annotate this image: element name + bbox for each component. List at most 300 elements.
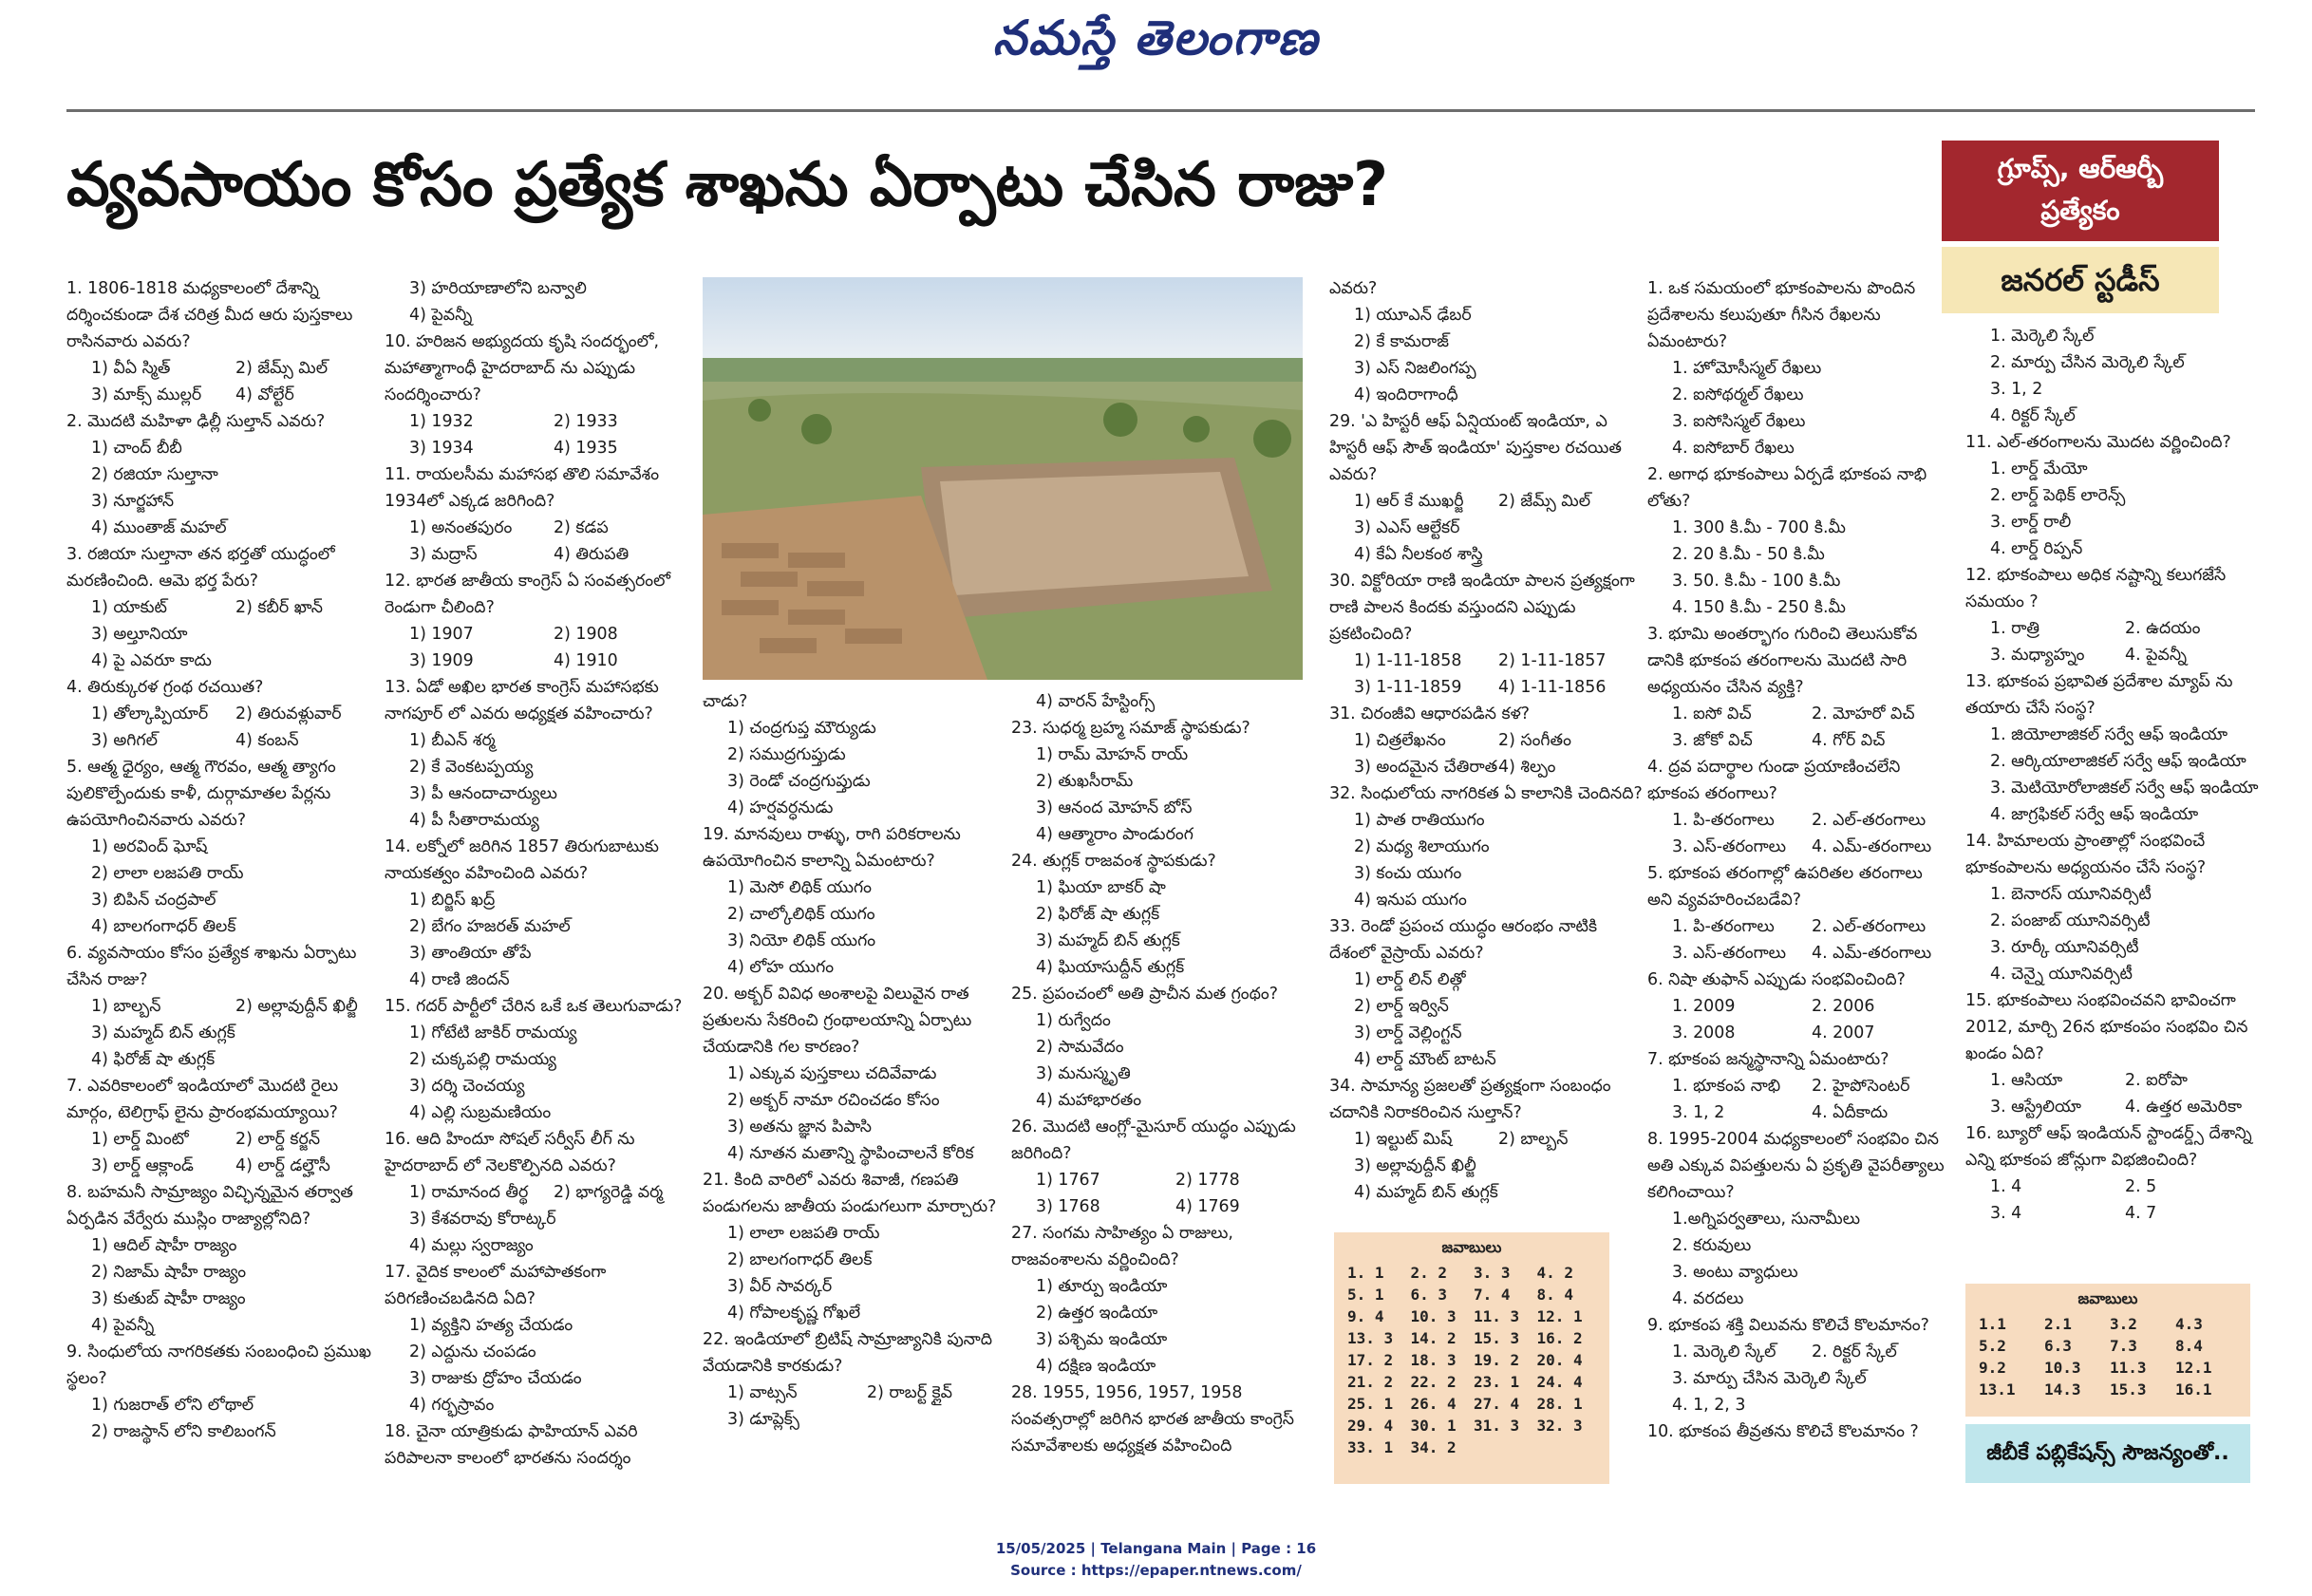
answer-option: 1) బిర్జిస్ ఖద్ర్	[409, 891, 496, 910]
answer-entry: 2.1	[2044, 1315, 2072, 1333]
answer-option: 3) నూర్జహాన్	[91, 492, 175, 511]
question-text: 5. భూకంప తరంగాల్లో ఉపరితల తరంగాలు అని వ్యవహరించబడేవి?	[1647, 864, 1923, 910]
answer-option: 3. 1, 2	[1990, 380, 2043, 399]
question-text: 9. సింధులోయ నాగరికతకు సంబంధించి ప్రముఖ స్థలం?	[66, 1343, 372, 1388]
question-text: 12. భూకంపాలు అధిక నష్టాన్ని కలుగజేసే సమయం ?	[1965, 566, 2227, 611]
masthead-divider	[66, 109, 2255, 112]
answer-option: 3) అతను జ్ఞాన పిపాసి	[727, 1117, 872, 1136]
answer-option: 4) లార్డ్ మౌంట్ బాటన్	[1354, 1050, 1496, 1069]
answer-option: 1. 300 కి.మీ - 700 కి.మీ	[1672, 518, 1846, 537]
question-text: 24. తుగ్లక్ రాజవంశ స్థాపకుడు?	[1011, 852, 1216, 871]
answer-option: 4. చెన్నై యూనివర్సిటీ	[1990, 965, 2133, 984]
answer-option: 1) 1907	[409, 625, 474, 644]
answer-option: 2. ఐసోథర్మల్ రేఖలు	[1672, 385, 1804, 404]
answer-option: 3. ఎస్-తరంగాలు	[1672, 944, 1786, 963]
answer-option: 3) బిపిన్ చంద్రపాల్	[91, 891, 216, 910]
answer-entry: 2. 2	[1410, 1264, 1448, 1282]
option-row	[1354, 674, 1643, 701]
question-column-4	[1011, 688, 1315, 1529]
section-label: జనరల్ స్టడీస్	[1942, 247, 2219, 313]
answer-option: 2) అక్బర్ నామా రచించడం కోసం	[727, 1091, 940, 1110]
answer-option: 3. అంటు వ్యాధులు	[1672, 1263, 1798, 1282]
answer-option: 1. రాత్రి	[1990, 619, 2040, 638]
answer-option: 1) లాలా లజపతి రాయ్	[727, 1224, 880, 1243]
question-text: 4. ద్రవ పదార్థాల గుండా ప్రయాణించలేని భూకంప తరంగాలు?	[1647, 758, 1901, 803]
answer-option: 1) వాట్సన్	[727, 1383, 798, 1402]
answer-option: 1) వీఏ స్మిత్	[91, 359, 171, 378]
excavation-site-image	[703, 277, 1303, 680]
answer-option: 4. ఐసోబార్ రేఖలు	[1672, 439, 1795, 458]
answer-option: 3) రాజుకు ద్రోహం చేయడం	[409, 1369, 582, 1388]
answer-option: 3) లార్డ్ వెల్లింగ్టన్	[1354, 1023, 1462, 1042]
question-text: 10. భూకంప తీవ్రతను కొలిచే కొలమానం ?	[1647, 1422, 1919, 1441]
option-row	[91, 1126, 380, 1153]
answer-option: 3) నియో లిథిక్ యుగం	[727, 931, 876, 950]
answer-option: 3. ఆస్ట్రేలియా	[1990, 1098, 2081, 1117]
question-text: 2. మొదటి మహిళా ఢిల్లీ సుల్తాన్ ఎవరు?	[66, 412, 326, 431]
answer-option: 4) బాలగంగాధర్ తిలక్	[91, 917, 236, 936]
answer-option: 1. జియోలాజికల్ సర్వే ఆఫ్ ఇండియా	[1990, 725, 2228, 744]
answer-entry: 16.1	[2175, 1380, 2212, 1399]
answer-option: 2) లాలా లజపతి రాయ్	[91, 864, 244, 883]
answer-entry: 16. 2	[1536, 1329, 1583, 1347]
answer-option: 2) బాలగంగాధర్ తిలక్	[727, 1250, 873, 1269]
question-text: 26. మొదటి ఆంగ్లో-మైసూర్ యుద్ధం ఎప్పుడు జరిగింది?	[1011, 1117, 1296, 1163]
page-headline: వ్యవసాయం కోసం ప్రత్యేక శాఖను ఏర్పాటు చేసిన రాజు?	[66, 150, 1389, 220]
answer-option: 2. ఎల్-తరంగాలు	[1812, 811, 1927, 830]
footer-source-link[interactable]: Source : https://epaper.ntnews.com/	[1010, 1562, 1302, 1579]
answer-option: 3) అందమైన చేతిరాత	[1354, 758, 1498, 777]
answer-option: 4) ఆత్మారాం పాండురంగ	[1036, 825, 1194, 844]
answer-option: 2. 5	[2125, 1177, 2157, 1196]
answer-entry: 32. 3	[1536, 1417, 1583, 1435]
answer-option: 2) లార్డ్ కర్జన్	[235, 1130, 321, 1149]
answer-option: 3) లార్డ్ ఆక్లాండ్	[91, 1156, 194, 1175]
answer-entry: 3.2	[2110, 1315, 2137, 1333]
option-row	[409, 648, 698, 674]
answer-option: 3) మద్రాస్	[409, 545, 478, 564]
answer-entry: 15.3	[2110, 1380, 2147, 1399]
answer-option: 3) అల్తూనియా	[91, 625, 188, 644]
question-text: 17. వైదిక కాలంలో మహాపాతకంగా పరిగణించబడినది ఏది?	[385, 1263, 607, 1308]
answer-option: 2) రాజస్థాన్ లోని కాలిబంగన్	[91, 1422, 276, 1441]
answer-option: 2. రిక్టర్ స్కేల్	[1812, 1343, 1897, 1361]
question-text: 3. రజియా సుల్తానా తన భర్తతో యుద్ధంలో మరణించింది. ఆమె భర్త పేరు?	[66, 545, 335, 591]
question-text: 8. 1995-2004 మధ్యకాలంలో సంభవిం చిన అతి ఎక్కువ విపత్తులను ఏ ప్రకృతి వైపరీత్యాలు కలిగించాయి?	[1647, 1130, 1945, 1202]
option-row	[1672, 1099, 1951, 1126]
answer-option: 4. జాగ్రఫికల్ సర్వే ఆఫ్ ఇండియా	[1990, 805, 2199, 824]
answer-option: 2) 1778	[1175, 1171, 1240, 1190]
answer-entry: 5. 1	[1347, 1286, 1384, 1304]
question-text: 11. రాయలసీమ మహాసభ తొలి సమావేశం 1934లో ఎక్కడ జరిగింది?	[385, 465, 660, 511]
question-text: 22. ఇండియాలో బ్రిటిష్ సామ్రాజ్యానికి పునాది వేయడానికి కారకుడు?	[703, 1330, 993, 1376]
answer-option: 1) ఎక్కువ పుస్తకాలు చదివేవాడు	[727, 1064, 937, 1083]
answer-entry: 30. 1	[1410, 1417, 1457, 1435]
answer-option: 1. మెర్కెలి స్కేల్	[1990, 327, 2095, 346]
answer-option: 4) కంబన్	[235, 731, 299, 750]
question-text: 14. లక్నోలో జరిగిన 1857 తిరుగుబాటుకు నాయకత్వం వహించింది ఎవరు?	[385, 837, 659, 883]
answer-option: 2. ఎల్-తరంగాలు	[1812, 917, 1927, 936]
question-text: 33. రెండో ప్రపంచ యుద్ధం ఆరంభం నాటికి దేశంలో వైస్రాయ్ ఎవరు?	[1329, 917, 1598, 963]
answer-option: 2. ఆర్కియాలాజికల్ సర్వే ఆఫ్ ఇండియా	[1990, 752, 2246, 771]
answer-key-title: జవాబులు	[2077, 1289, 2138, 1307]
answer-entry: 23. 1	[1474, 1373, 1520, 1391]
answer-option: 3. ఎస్-తరంగాలు	[1672, 837, 1786, 856]
answer-option: 4) లోహ యుగం	[727, 958, 835, 977]
answer-option: 3) 1768	[1036, 1197, 1100, 1216]
option-row	[91, 993, 380, 1020]
question-text: 7. ఎవరికాలంలో ఇండియాలో మొదటి రైలు మార్గం, టెలిగ్రాఫ్ లైను ప్రారంభమయ్యాయి?	[66, 1077, 339, 1122]
answer-option: 1) లార్డ్ లిన్ లిత్గో	[1354, 970, 1466, 989]
question-text: 15. భూకంపాలు సంభవించవని భావించగా 2012, మార్చి 26న భూకంపం సంభవిం చిన ఖండం ఏది?	[1965, 991, 2248, 1063]
answer-option: 1) మెసో లిథిక్ యుగం	[727, 878, 872, 897]
answer-option: 2) 1908	[554, 625, 618, 644]
masthead-logo: నమస్తే తెలంగాణ	[992, 9, 1320, 66]
answer-option: 2. మార్పు చేసిన మెర్కెలి స్కేల్	[1990, 353, 2185, 372]
answer-option: 4) రాణి జిందన్	[409, 970, 510, 989]
answer-option: 3) పీ ఆనందాచార్యులు	[409, 784, 557, 803]
answer-option: 1) తోల్కాప్పియార్	[91, 704, 209, 723]
question-column-7	[1965, 323, 2260, 1253]
answer-option: 2. మోహరో విచ్	[1812, 704, 1915, 723]
answer-option: 1. పి-తరంగాలు	[1672, 811, 1775, 830]
answer-option: 4) గోపాలకృష్ణ గోఖలే	[727, 1304, 861, 1323]
answer-entry: 9. 4	[1347, 1307, 1384, 1325]
answer-entry: 12.1	[2175, 1359, 2212, 1377]
question-column-5	[1329, 275, 1643, 1225]
answer-entry: 7.3	[2110, 1337, 2137, 1355]
answer-entry: 1. 1	[1347, 1264, 1384, 1282]
option-row	[409, 541, 698, 568]
answer-option: 2. ఐరోపా	[2125, 1071, 2188, 1090]
answer-option: 4) 1-11-1856	[1498, 678, 1607, 697]
answer-option: 3. 1, 2	[1672, 1103, 1725, 1122]
answer-option: 2) సంగీతం	[1498, 731, 1571, 750]
answer-option: 4. వరదలు	[1672, 1289, 1744, 1308]
answer-option: 3) ఎస్ నిజలింగప్ప	[1354, 359, 1476, 378]
answer-option: 2) ఫిరోజ్ షా తుగ్లక్	[1036, 905, 1160, 924]
answer-option: 2) రజియా సుల్తానా	[91, 465, 218, 484]
answer-option: 1) బీఎన్ శర్మ	[409, 731, 496, 750]
question-text: 30. విక్టోరియా రాణి ఇండియా పాలన ప్రత్యక్షంగా రాణి పాలన కిందకు వస్తుందని ఎప్పుడు ప్రకటించింది?	[1329, 572, 1635, 644]
option-row	[1354, 1126, 1643, 1153]
question-text: 3. భూమి అంతర్భాగం గురించి తెలుసుకోవ డానికి భూకంప తరంగాలను మొదటి సారి అధ్యయనం చేసిన వ్యక్తి?	[1647, 625, 1918, 697]
question-text: 31. చిరంజీవి ఆధారపడిన కళ?	[1329, 704, 1531, 723]
option-row	[1036, 1167, 1315, 1193]
answer-option: 3) మహ్మద్ బిన్ తుగ్లక్	[1036, 931, 1180, 950]
option-row	[727, 1380, 1006, 1406]
answer-option: 4) ఫిరోజ్ షా తుగ్లక్	[91, 1050, 216, 1069]
answer-option: 1) ఘియా బాకర్ షా	[1036, 878, 1166, 897]
answer-entry: 3. 3	[1474, 1264, 1511, 1282]
answer-entry: 13.1	[1979, 1380, 2016, 1399]
answer-option: 3. మధ్యాహ్నం	[1990, 646, 2085, 665]
answer-option: 4. 1, 2, 3	[1672, 1396, 1746, 1415]
option-row	[1354, 727, 1643, 754]
option-row	[1354, 648, 1643, 674]
answer-option: 3. జోకో విచ్	[1672, 731, 1753, 750]
answer-entry: 11.3	[2110, 1359, 2147, 1377]
answer-option: 4) శిల్పం	[1498, 758, 1556, 777]
question-text: 20. అక్బర్ వివిధ అంశాలపై విలువైన రాత ప్రతులను సేకరించి గ్రంథాలయాన్ని ఏర్పాటు చేయడానికి గల కారణం?	[703, 985, 972, 1057]
answer-option: 4) ముంతాజ్ మహల్	[91, 518, 227, 537]
question-text: 16. ఆది హిందూ సోషల్ సర్వీస్ లీగ్ ను హైదరాబాద్ లో నెలకొల్పినది ఎవరు?	[385, 1130, 635, 1175]
answer-entry: 17. 2	[1347, 1351, 1394, 1369]
option-row	[91, 355, 380, 382]
answer-option: 1. 2009	[1672, 997, 1736, 1016]
answer-entry: 8.4	[2175, 1337, 2203, 1355]
option-row	[91, 701, 380, 727]
answer-entry: 5.2	[1979, 1337, 2006, 1355]
question-text: 28. 1955, 1956, 1957, 1958 సంవత్సరాల్లో జరిగిన భారత జాతీయ కాంగ్రెస్ సమావేశాలకు అధ్యక్షత వహించింది	[1011, 1383, 1294, 1455]
question-text: 13. భూకంప ప్రభావిత ప్రదేశాల మ్యాప్ ను తయారు చేసే సంస్థ?	[1965, 672, 2233, 718]
answer-option: 1.అగ్నిపర్వతాలు, సునామీలు	[1672, 1210, 1861, 1229]
answer-option: 1) తూర్పు ఇండియా	[1036, 1277, 1168, 1296]
answer-option: 2) మధ్య శిలాయుగం	[1354, 837, 1490, 856]
question-text: 13. ఏడో అఖిల భారత కాంగ్రెస్ మహాసభకు నాగపూర్ లో ఎవరు అధ్యక్షత వహించారు?	[385, 678, 659, 723]
question-text: 1. 1806-1818 మధ్యకాలంలో దేశాన్ని దర్శించకుండా దేశ చరిత్ర మీద ఆరు పుస్తకాలు రాసినవారు ఎవరు?	[66, 279, 353, 351]
answer-option: 2) జేమ్స్ మిల్	[1498, 492, 1591, 511]
answer-option: 2) బేగం హజరత్ మహల్	[409, 917, 571, 936]
option-row	[409, 408, 698, 435]
option-row	[409, 621, 698, 648]
answer-option: 1) ఇల్టుట్ మిష్	[1354, 1130, 1453, 1149]
answer-option: 3. రూర్కీ యూనివర్సిటీ	[1990, 938, 2139, 957]
question-column-1	[66, 275, 380, 1529]
answer-option: 3. 50. కి.మీ - 100 కి.మీ	[1672, 572, 1841, 591]
answer-option: 4. గోర్ విచ్	[1812, 731, 1886, 750]
option-row	[1672, 701, 1951, 727]
answer-option: 1) రామ్ మోహన్ రాయ్	[1036, 745, 1189, 764]
answer-option: 3) తాంతియా తోపే	[409, 944, 532, 963]
answer-option: 1. హోమోసీస్మల్ రేఖలు	[1672, 359, 1822, 378]
question-text: 18. చైనా యాత్రికుడు ఫాహియాన్ ఎవరి పరిపాలనా కాలంలో భారతను సందర్శం	[385, 1422, 638, 1468]
option-row	[1354, 488, 1643, 515]
answer-option: 4. ఉత్తర అమెరికా	[2125, 1098, 2243, 1117]
answer-option: 1) అనంతపురం	[409, 518, 513, 537]
answer-option: 3) అగిగల్	[91, 731, 158, 750]
answer-entry: 14. 2	[1410, 1329, 1457, 1347]
answer-option: 2) తుఖసీరామ్	[1036, 772, 1134, 791]
answer-option: 2) 1933	[554, 412, 618, 431]
answer-option: 2. కరువులు	[1672, 1236, 1752, 1255]
answer-option: 2) కడప	[554, 518, 609, 537]
answer-entry: 7. 4	[1474, 1286, 1511, 1304]
answer-option: 4. ఏదీకాదు	[1812, 1103, 1889, 1122]
answer-option: 3) 1934	[409, 439, 474, 458]
answer-option: 3) అల్లావుద్దీన్ ఖిల్జీ	[1354, 1156, 1476, 1175]
answer-option: 4) వోల్టేర్	[235, 385, 294, 404]
answer-option: 4) దక్షిణ ఇండియా	[1036, 1357, 1156, 1376]
question-text: 19. మానవులు రాళ్ళు, రాగి పరికరాలను ఉపయోగించిన కాలాన్ని ఏమంటారు?	[703, 825, 961, 871]
answer-option: 1) గోటేటి జాకిర్ రామయ్య	[409, 1023, 577, 1042]
answer-option: 1) ఆర్ కే ముఖర్జీ	[1354, 492, 1464, 511]
answer-option: 1. పి-తరంగాలు	[1672, 917, 1775, 936]
question-text: 8. బహమనీ సామ్రాజ్యం విచ్ఛిన్నమైన తర్వాత ఏర్పడిన వేర్వేరు ముస్లిం రాజ్యాల్లోనిది?	[66, 1183, 353, 1229]
question-text: 32. సింధులోయ నాగరికత ఏ కాలానికి చెందినది?	[1329, 784, 1643, 803]
exam-tag-line2: ప్రత్యేకం	[2040, 195, 2120, 226]
answer-option: 2) ఉత్తర ఇండియా	[1036, 1304, 1158, 1323]
answer-option: 1. 4	[1990, 1177, 2022, 1196]
option-row	[91, 594, 380, 621]
answer-option: 1) రుగ్వేదం	[1036, 1011, 1111, 1030]
answer-entry: 25. 1	[1347, 1395, 1394, 1413]
option-row	[1990, 615, 2260, 642]
answer-option: 2) జేమ్స్ మిల్	[235, 359, 329, 378]
option-row	[1672, 1339, 1951, 1365]
answer-option: 2) తిరువళ్లువార్	[235, 704, 342, 723]
answer-option: 1) 1767	[1036, 1171, 1100, 1190]
answer-option: 2. హైపోసెంటర్	[1812, 1077, 1910, 1096]
question-text: 21. కింది వారిలో ఎవరు శివాజీ, గణపతి పండుగలను జాతీయ పండుగలుగా మార్చారు?	[703, 1171, 997, 1216]
answer-entry: 34. 2	[1410, 1438, 1457, 1456]
answer-option: 3) కేశవరావు కోరాట్కర్	[409, 1210, 556, 1229]
answer-option: 4. 150 కి.మీ - 250 కి.మీ	[1672, 598, 1846, 617]
answer-option: 2) అల్లావుద్దీన్ ఖిల్జీ	[235, 997, 358, 1016]
option-row	[1990, 1067, 2260, 1094]
answer-option: 4. 7	[2125, 1204, 2157, 1223]
answer-key-history	[1334, 1232, 1609, 1484]
answer-option: 2. లార్డ్ పెథిక్ లారెన్స్	[1990, 486, 2126, 505]
answer-option: 4) మల్లు స్వరాజ్యం	[409, 1236, 534, 1255]
answer-entry: 24. 4	[1536, 1373, 1583, 1391]
answer-option: 4) పైవన్నీ	[409, 306, 473, 325]
answer-entry: 19. 2	[1474, 1351, 1520, 1369]
answer-entry: 27. 4	[1474, 1395, 1520, 1413]
answer-option: 3) కుతుబ్ షాహీ రాజ్యం	[91, 1289, 246, 1308]
answer-option: 1) యూఎన్ ఢేబర్	[1354, 306, 1472, 325]
answer-option: 2) కే వెంకటప్పయ్య	[409, 758, 534, 777]
answer-option: 4) పైవన్నీ	[91, 1316, 155, 1335]
answer-option: 3) మనుస్మృతి	[1036, 1064, 1131, 1083]
answer-option: 3) ఎఎస్ ఆల్టేకర్	[1354, 518, 1460, 537]
answer-option: 3) 1-11-1859	[1354, 678, 1462, 697]
question-text: 11. ఎల్-తరంగాలను మొదట వర్ణించింది?	[1965, 433, 2231, 452]
answer-option: 3) వీర్ సావర్కర్	[727, 1277, 833, 1296]
answer-option: 4) మహ్మద్ బిన్ తుగ్లక్	[1354, 1183, 1498, 1202]
answer-entry: 33. 1	[1347, 1438, 1394, 1456]
option-row	[1672, 1073, 1951, 1099]
question-text: 5. ఆత్మ ధైర్యం, ఆత్మ గౌరవం, ఆత్మ త్యాగం పులికొల్పేందుకు కాళీ, దుర్గామాతల పేర్లను ఉపయోగించినవారు ఎవరు?	[66, 758, 336, 830]
exam-tag-line1: గ్రూప్స్, ఆర్ఆర్బీ	[1997, 153, 2164, 184]
answer-option: 1) 1932	[409, 412, 474, 431]
answer-option: 2) చాల్కోలిథిక్ యుగం	[727, 905, 875, 924]
question-text: 25. ప్రపంచంలో అతి ప్రాచీన మత గ్రంథం?	[1011, 985, 1278, 1004]
option-row	[1672, 834, 1951, 860]
question-text: 15. గదర్ పార్టీలో చేరిన ఒకే ఒక తెలుగువాడు?	[385, 997, 683, 1016]
answer-option: 2) నిజామ్ షాహీ రాజ్యం	[91, 1263, 247, 1282]
answer-option: 2) లార్డ్ ఇర్విన్	[1354, 997, 1449, 1016]
question-text: 34. సామాన్య ప్రజలతో ప్రత్యక్షంగా సంబంధం చదానికి నిరాకరించిన సుల్తాన్?	[1329, 1077, 1611, 1122]
answer-entry: 28. 1	[1536, 1395, 1583, 1413]
answer-entry: 9.2	[1979, 1359, 2006, 1377]
publisher-credit: జీబీకే పబ్లికేషన్స్ సౌజన్యంతో..	[1965, 1424, 2250, 1483]
answer-entry: 11. 3	[1474, 1307, 1520, 1325]
answer-option: 2) చుక్కపల్లి రామయ్య	[409, 1050, 557, 1069]
answer-entry: 4.3	[2175, 1315, 2203, 1333]
answer-option: 4) నూతన మతాన్ని స్థాపించాలనే కోరిక	[727, 1144, 974, 1163]
answer-option: 3. 4	[1990, 1204, 2022, 1223]
answer-option: 3) కంచు యుగం	[1354, 864, 1462, 883]
answer-option: 1) రామానంద తీర్థ	[409, 1183, 529, 1202]
answer-option: 2) సముద్రగుప్తుడు	[727, 745, 846, 764]
answer-option: 1) ఆదిల్ షాహీ రాజ్యం	[91, 1236, 237, 1255]
question-text: 4. తిరుక్కురళ గ్రంథ రచయిత?	[66, 678, 264, 697]
answer-option: 2) 1-11-1857	[1498, 651, 1607, 670]
answer-option: 2) సామవేదం	[1036, 1038, 1124, 1057]
answer-option: 3. మెటియోరోలాజికల్ సర్వే ఆఫ్ ఇండియా	[1990, 779, 2259, 798]
answer-option: 1. ఐసో విచ్	[1672, 704, 1752, 723]
option-row	[1990, 1200, 2260, 1227]
answer-option: 1) గుజరాత్ లోని లోథాల్	[91, 1396, 254, 1415]
option-row	[409, 515, 698, 541]
answer-option: 3) ఆనంద మోహన్ బోస్	[1036, 798, 1193, 817]
answer-option: 2) కబీర్ ఖాన్	[235, 598, 324, 617]
answer-entry: 15. 3	[1474, 1329, 1520, 1347]
answer-option: 3) మహ్మద్ బిన్ తుగ్లక్	[91, 1023, 235, 1042]
option-row	[1036, 1193, 1315, 1220]
answer-entry: 21. 2	[1347, 1373, 1394, 1391]
answer-option: 3. లార్డ్ రాలీ	[1990, 513, 2072, 532]
option-row	[1990, 1174, 2260, 1200]
answer-option: 2) భాగ్యరెడ్డి వర్మ	[554, 1183, 664, 1202]
answer-option: 1) పాత రాతియుగం	[1354, 811, 1485, 830]
answer-option: 4) ఇనుప యుగం	[1354, 891, 1467, 910]
question-text: 10. హరిజన అభ్యుదయ కృషి సందర్భంలో, మహాత్మాగాంధీ హైదరాబాద్ ను ఎప్పుడు సందర్శించారు?	[385, 332, 660, 404]
answer-option: 3. 2008	[1672, 1023, 1736, 1042]
question-text: 16. బ్యూరో ఆఫ్ ఇండియన్ స్టాండర్డ్స్ దేశాన్ని ఎన్ని భూకంప జోన్లుగా విభజించింది?	[1965, 1124, 2252, 1170]
answer-option: 3) పశ్చిమ ఇండియా	[1036, 1330, 1168, 1349]
article-photo	[703, 277, 1303, 680]
answer-option: 4) తిరుపతి	[554, 545, 630, 564]
answer-option: 3) రెండో చంద్రగుప్తుడు	[727, 772, 871, 791]
answer-option: 4. రిక్టర్ స్కేల్	[1990, 406, 2076, 425]
answer-option: 2. పంజాబ్ యూనివర్సిటీ	[1990, 911, 2151, 930]
option-row	[1990, 642, 2260, 668]
answer-entry: 29. 4	[1347, 1417, 1394, 1435]
option-row	[91, 727, 380, 754]
answer-option: 2) బాల్బన్	[1498, 1130, 1569, 1149]
exam-tag	[1942, 141, 2219, 241]
question-text: 23. సుధర్మ బ్రహ్మ సమాజ్ స్థాపకుడు?	[1011, 719, 1250, 738]
option-row	[1672, 1020, 1951, 1046]
answer-option: 3) 1909	[409, 651, 474, 670]
answer-option: 1) వ్యక్తిని హత్య చేయడం	[409, 1316, 573, 1335]
answer-option: 2. 20 కి.మీ - 50 కి.మీ	[1672, 545, 1825, 564]
answer-key-title: జవాబులు	[1441, 1238, 1502, 1256]
question-text: 7. భూకంప జన్మస్థానాన్ని ఏమంటారు?	[1647, 1050, 1889, 1069]
option-row	[409, 1179, 698, 1206]
question-text: 14. హిమాలయ ప్రాంతాల్లో సంభవించే భూకంపాలను అధ్యయనం చేసే సంస్థ?	[1965, 832, 2207, 877]
question-text: 6. నిషా తుఫాన్ ఎప్పుడు సంభవించింది?	[1647, 970, 1906, 989]
answer-option: 4) ఘియాసుద్దీన్ తుగ్లక్	[1036, 958, 1185, 977]
option-row	[409, 435, 698, 461]
answer-option: 3. మార్పు చేసిన మెర్కెలి స్కేల్	[1672, 1369, 1867, 1388]
answer-entry: 14.3	[2044, 1380, 2081, 1399]
question-text: 27. సంగమ సాహిత్యం ఏ రాజులు, రాజవంశాలను వర్ణించింది?	[1011, 1224, 1233, 1269]
answer-entry: 13. 3	[1347, 1329, 1394, 1347]
answer-option: 4) ఎల్లి సుబ్రమణియం	[409, 1103, 552, 1122]
answer-option: 1. భూకంప నాభి	[1672, 1077, 1781, 1096]
option-row	[1672, 913, 1951, 940]
answer-option: 1) యాకుట్	[91, 598, 167, 617]
answer-option: 4. లార్డ్ రిప్పన్	[1990, 539, 2083, 558]
option-row	[1354, 754, 1643, 780]
answer-option: 1. మెర్కెలి స్కేల్	[1672, 1343, 1776, 1361]
answer-option: 2) ఎద్దును చంపడం	[409, 1343, 536, 1361]
answer-entry: 8. 4	[1536, 1286, 1574, 1304]
question-text: 29. 'ఎ హిస్టరీ ఆఫ్ ఏన్షియంట్ ఇండియా, ఎ హిస్టరీ ఆఫ్ సౌత్ ఇండియా' పుస్తకాల రచయిత ఎవరు?	[1329, 412, 1622, 484]
